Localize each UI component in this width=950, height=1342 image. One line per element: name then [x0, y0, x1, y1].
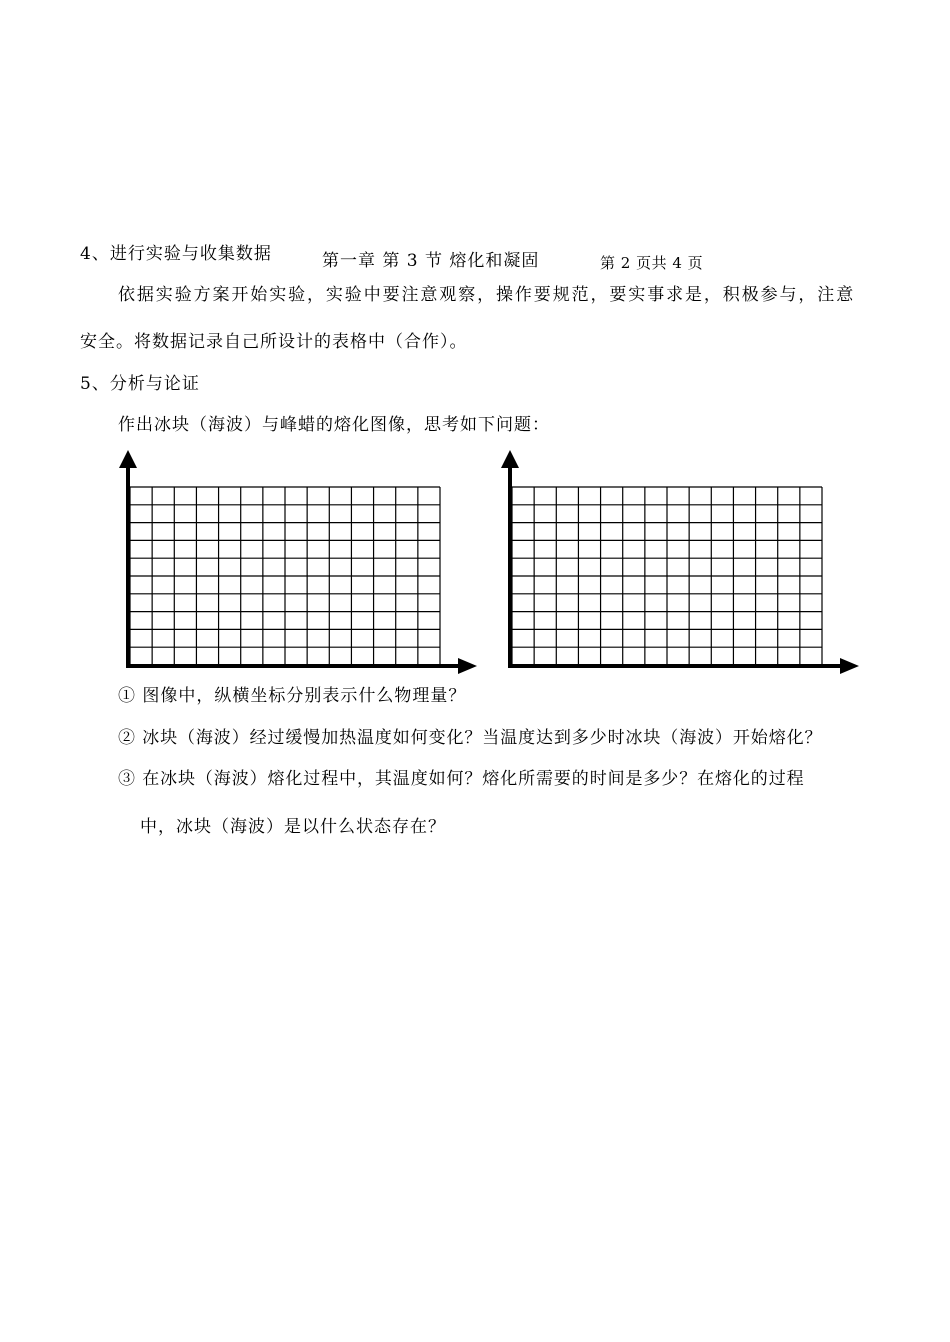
question-1: ① 图像中，纵横坐标分别表示什么物理量？ [118, 686, 467, 706]
left-x-axis-arrow [458, 658, 477, 674]
chapter-header: 第一章 第 3 节 熔化和凝固 [322, 251, 540, 271]
page-info: 第 2 页共 4 页 [600, 254, 704, 272]
right-y-axis-arrow [501, 450, 519, 468]
section4-paragraph-line2: 安全。将数据记录自己所设计的表格中（合作）。 [80, 332, 468, 352]
section4-heading: 4、进行实验与收集数据 [80, 244, 272, 264]
graph-grid-left-svg [110, 448, 480, 678]
section5-intro: 作出冰块（海波）与峰蜡的熔化图像，思考如下问题： [118, 415, 550, 435]
graph-grid-right [492, 448, 862, 678]
graph-grid-right-svg [492, 448, 862, 678]
section4-paragraph-line1: 依据实验方案开始实验，实验中要注意观察，操作要规范，要实事求是，积极参与，注意 [118, 285, 856, 305]
question-2: ② 冰块（海波）经过缓慢加热温度如何变化？当温度达到多少时冰块（海波）开始熔化？ [118, 728, 823, 748]
question-3-continued: 中，冰块（海波）是以什么状态存在？ [140, 817, 446, 837]
left-y-axis-arrow [119, 450, 137, 468]
question-3: ③ 在冰块（海波）熔化过程中，其温度如何？熔化所需要的时间是多少？在熔化的过程 [118, 769, 805, 789]
section5-heading: 5、分析与论证 [80, 374, 200, 394]
right-x-axis-arrow [840, 658, 859, 674]
graph-grid-left [110, 448, 480, 678]
